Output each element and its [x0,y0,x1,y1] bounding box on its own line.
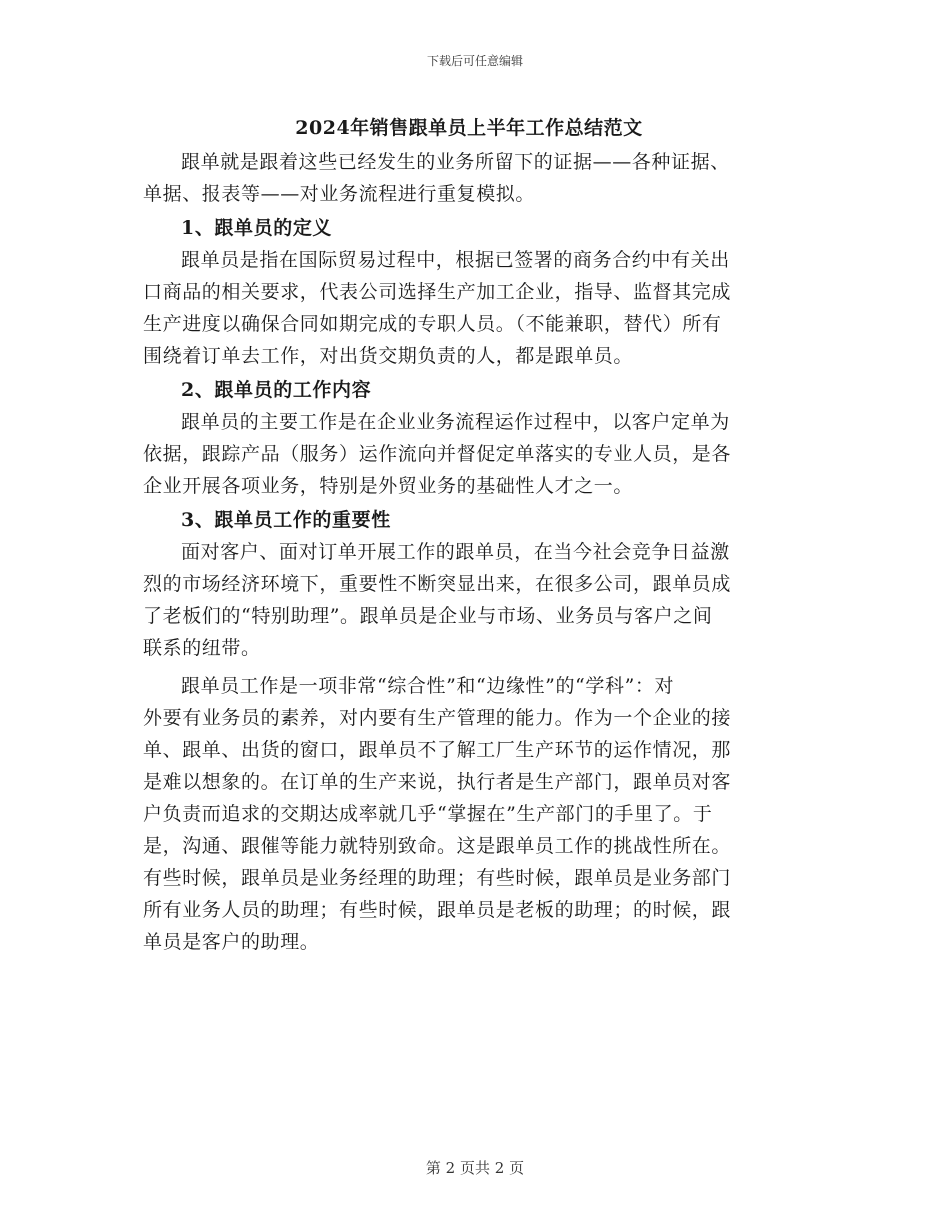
text-line: 联系的纽带。 [143,637,261,659]
section-paragraph-definition [143,244,795,372]
text-line: 有些时候，跟单员是业务经理的助理；有些时候，跟单员是业务部门 [143,867,732,889]
section-paragraph-importance [143,536,795,664]
text-line: 是难以想象的。在订单的生产来说，执行者是生产部门，跟单员对客 [143,771,732,793]
text-line: 烈的市场经济环境下，重要性不断突显出来，在很多公司，跟单员成 [143,573,732,595]
section-paragraph-importance-2 [143,670,795,958]
section-heading-work-content: 2、跟单员的工作内容 [181,379,372,401]
text-line: 单、跟单、出货的窗口，跟单员不了解工厂生产环节的运作情况，那 [143,739,732,761]
section-heading-definition: 1、跟单员的定义 [181,217,333,239]
text-line: 单据、报表等——对业务流程进行重复模拟。 [143,183,536,205]
document-title: 2024年销售跟单员上半年工作总结范文 [295,117,643,139]
text-line: 围绕着订单去工作，对出货交期负责的人，都是跟单员。 [143,345,634,367]
text-line: 所有业务人员的助理；有些时候，跟单员是老板的助理；的时候，跟 [143,899,732,921]
text-line: 跟单员是指在国际贸易过程中，根据已签署的商务合约中有关出 [181,249,730,271]
document-body [143,112,795,958]
text-line: 跟单员的主要工作是在企业业务流程运作过程中，以客户定单为 [181,411,730,433]
page-header: 下载后可任意编辑 [426,54,523,68]
text-line: 跟单就是跟着这些已经发生的业务所留下的证据——各种证据、 [181,151,730,173]
section-paragraph-work-content [143,406,795,502]
text-line: 户负责而追求的交期达成率就几乎“掌握在”生产部门的手里了。于 [143,803,713,825]
intro-paragraph [143,146,795,210]
text-line: 了老板们的“特别助理”。跟单员是企业与市场、业务员与客户之间 [143,605,713,627]
text-line: 面对客户、面对订单开展工作的跟单员，在当今社会竞争日益激 [181,541,730,563]
text-line: 是，沟通、跟催等能力就特别致命。这是跟单员工作的挑战性所在。 [143,835,732,857]
page-footer: 第 2 页共 2 页 [425,1159,525,1177]
text-line: 外要有业务员的素养，对内要有生产管理的能力。作为一个企业的接 [143,707,732,729]
section-heading-importance: 3、跟单员工作的重要性 [181,509,391,531]
text-line: 单员是客户的助理。 [143,931,320,953]
text-line: 依据，跟踪产品（服务）运作流向并督促定单落实的专业人员，是各 [143,443,732,465]
text-line: 生产进度以确保合同如期完成的专职人员。（不能兼职，替代）所有 [143,313,722,335]
text-line: 跟单员工作是一项非常“综合性”和“边缘性”的“学科”：对 [181,675,675,697]
text-line: 企业开展各项业务，特别是外贸业务的基础性人才之一。 [143,475,634,497]
text-line: 口商品的相关要求，代表公司选择生产加工企业，指导、监督其完成 [143,281,732,303]
